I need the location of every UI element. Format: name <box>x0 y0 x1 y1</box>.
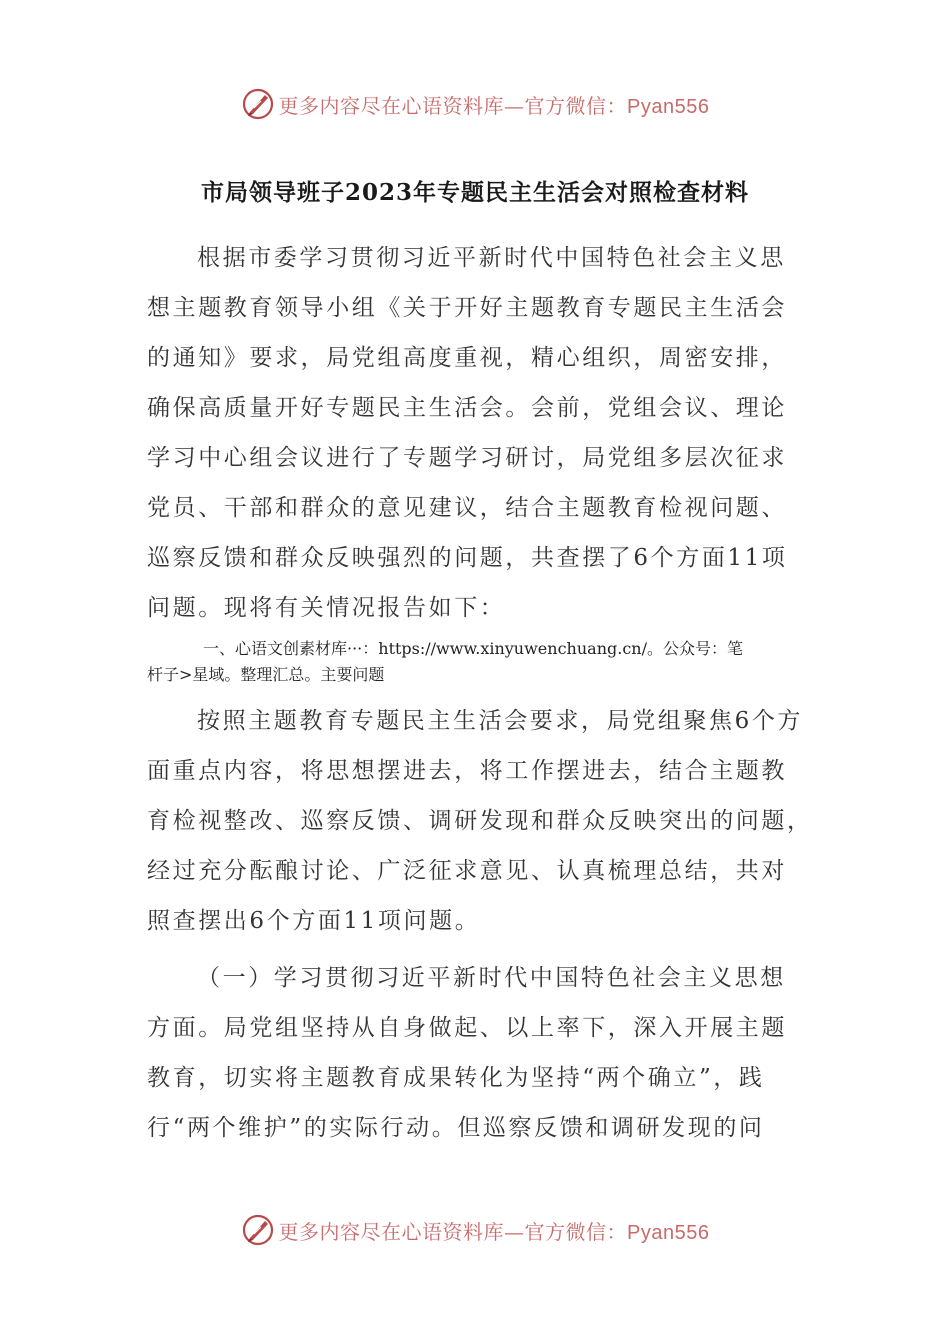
text-line: 教育，切实将主题教育成果转化为坚持“两个确立”，践 <box>147 1065 765 1091</box>
text-line: 学习中心组会议进行了专题学习研讨，局党组多层次征求 <box>147 445 787 471</box>
text-line: 行“两个维护”的实际行动。但巡察反馈和调研发现的问 <box>147 1115 765 1141</box>
text-line: 按照主题教育专题民主生活会要求，局党组聚焦6个方 <box>197 708 804 734</box>
banner-dash: — <box>504 93 525 118</box>
banner-brand: 更多内容尽在心语资料库 <box>278 1219 505 1244</box>
banner-wechat-id: Pyan556 <box>627 95 710 118</box>
banner-wechat-label: 官方微信： <box>524 93 628 118</box>
text-line: 党员、干部和群众的意见建议，结合主题教育检视问题、 <box>147 495 787 521</box>
banner-text <box>279 1216 710 1245</box>
heading-line: 杆子>星域。整理汇总。主要问题 <box>147 665 385 684</box>
text-line: 面重点内容，将思想摆进去，将工作摆进去，结合主题教 <box>147 758 787 784</box>
text-line: 巡察反馈和群众反映强烈的问题，共查摆了6个方面11项 <box>147 545 788 571</box>
paragraph-3 <box>147 953 807 1153</box>
intro-paragraph <box>147 233 807 633</box>
section-heading <box>147 636 807 688</box>
banner-wechat-id: Pyan556 <box>627 1221 710 1244</box>
document-title: 市局领导班子2023年专题民主生活会对照检查材料 <box>200 179 749 206</box>
text-line: （一）学习贯彻习近平新时代中国特色社会主义思想 <box>197 965 786 991</box>
text-line: 的通知》要求，局党组高度重视，精心组织，周密安排， <box>147 345 787 371</box>
banner-brand: 更多内容尽在心语资料库 <box>278 93 505 118</box>
text-line: 想主题教育领导小组《关于开好主题教育专题民主生活会 <box>147 295 787 321</box>
text-line: 育检视整改、巡察反馈、调研发现和群众反映突出的问题， <box>147 808 813 834</box>
quill-logo-icon <box>241 1213 275 1247</box>
text-line: 照查摆出6个方面11项问题。 <box>147 908 481 934</box>
banner-text <box>279 90 710 119</box>
heading-line: 一、心语文创素材库···：https://www.xinyuwenchuang.cn/。公众号：笔 <box>203 639 743 658</box>
text-line: 确保高质量开好专题民主生活会。会前，党组会议、理论 <box>147 395 787 421</box>
header-banner <box>0 84 950 124</box>
paragraph-2 <box>147 696 813 946</box>
quill-logo-icon <box>241 87 275 121</box>
footer-banner <box>0 1210 950 1250</box>
text-line: 方面。局党组坚持从自身做起、以上率下，深入开展主题 <box>147 1015 787 1041</box>
text-line: 经过充分酝酿讨论、广泛征求意见、认真梳理总结，共对 <box>147 858 787 884</box>
banner-dash: — <box>504 1219 525 1244</box>
banner-wechat-label: 官方微信： <box>524 1219 628 1244</box>
text-line: 根据市委学习贯彻习近平新时代中国特色社会主义思 <box>197 245 786 271</box>
text-line: 问题。现将有关情况报告如下： <box>147 595 506 621</box>
